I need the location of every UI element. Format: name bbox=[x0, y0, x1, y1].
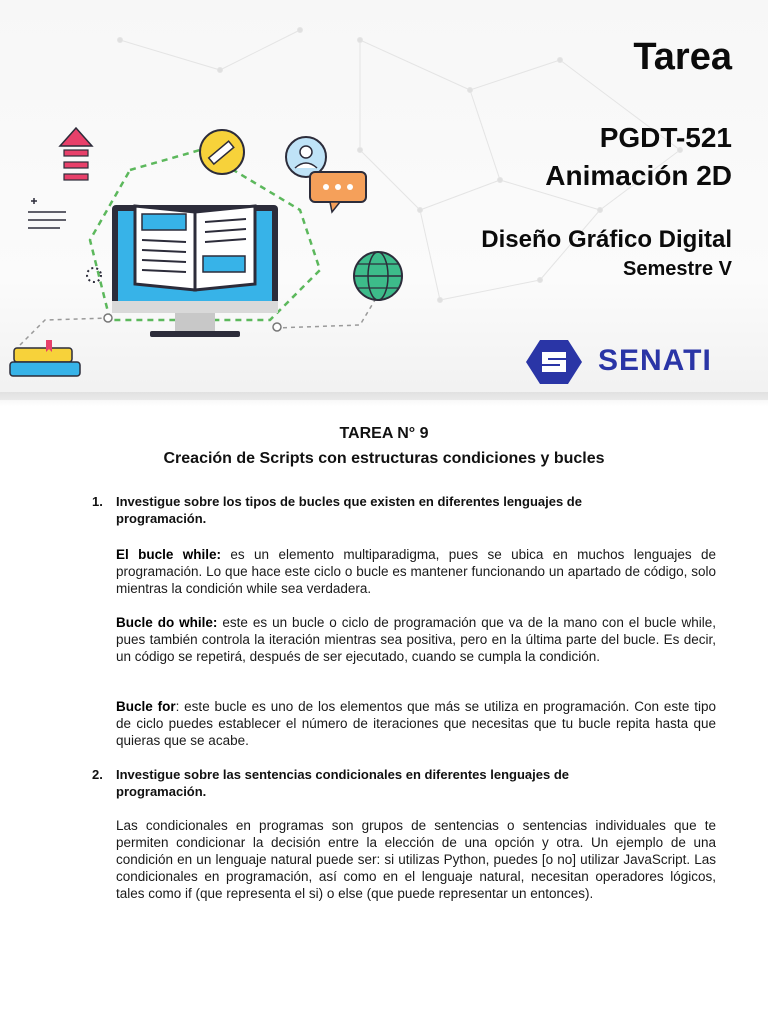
answer-paragraph-conditionals bbox=[116, 817, 716, 902]
task-number: TAREA N° 9 bbox=[339, 425, 429, 442]
career-name: Diseño Gráfico Digital bbox=[481, 226, 732, 253]
paragraph-body: este es un bucle o ciclo de programación que va de la mano con el bucle while, pues también controla la iteración mientras sea positiva, pero en la última parte del bucle. Es decir, un código se repetirá, después de ser ejecutado, cuando se cumpla la condición. bbox=[116, 615, 716, 664]
answer-paragraph-for bbox=[116, 698, 716, 749]
semester-label: Semestre V bbox=[623, 258, 732, 280]
senati-logo-text: SENATI bbox=[598, 344, 712, 377]
answer-paragraph-while bbox=[116, 546, 716, 597]
monitor-icon bbox=[112, 205, 278, 337]
question-text: Investigue sobre los tipos de bucles que existen en diferentes lenguajes de programación. bbox=[116, 494, 582, 526]
education-illustration bbox=[0, 110, 420, 390]
paragraph-body: : este bucle es uno de los elementos que más se utiliza en programación. Con este tipo de ciclo puedes establecer el número de iteraciones que necesitas que tu bucle repita hasta que quieras que se acabe. bbox=[116, 699, 716, 748]
question-number: 1. bbox=[92, 494, 103, 509]
term-label: Bucle for bbox=[116, 699, 176, 714]
course-name: Animación 2D bbox=[545, 160, 732, 191]
answer-paragraph-do-while bbox=[116, 614, 716, 665]
upload-arrow-icon bbox=[60, 128, 92, 180]
course-code: PGDT-521 bbox=[599, 122, 732, 153]
pencil-icon bbox=[200, 130, 244, 174]
question-2 bbox=[92, 766, 652, 800]
task-title: Creación de Scripts con estructuras condiciones y bucles bbox=[163, 450, 605, 467]
user-chat-icon bbox=[286, 137, 366, 212]
globe-icon bbox=[354, 252, 402, 300]
term-label: Bucle do while: bbox=[116, 615, 218, 630]
question-text: Investigue sobre las sentencias condicionales en diferentes lenguajes de programación. bbox=[116, 767, 569, 799]
paragraph-body: es un elemento multiparadigma, pues se ubica en muchos lenguajes de programación. Lo que hace este ciclo o bucle es mantener funcionando un apartado de código, solo mientras la condición while sea verdadera. bbox=[116, 547, 716, 596]
term-label: El bucle while: bbox=[116, 547, 222, 562]
document-type-title: Tarea bbox=[633, 36, 732, 78]
paragraph-body: Las condicionales en programas son grupos de sentencias o sentencias individuales que te permiten condicionar la decisión entre la elección de una opción y otra. Un ejemplo de una condición en un lenguaje natural puede ser: si utilizas Python, puedes [o no] utilizar JavaScript. Las condicionales en programación, así como en el lenguaje natural, necesitan operadores lógicos, tales como if (que representa el si) o else (que puede representar un entonces). bbox=[116, 818, 716, 901]
question-1 bbox=[92, 493, 652, 527]
text-lines-icon bbox=[28, 198, 66, 228]
question-number: 2. bbox=[92, 767, 103, 782]
